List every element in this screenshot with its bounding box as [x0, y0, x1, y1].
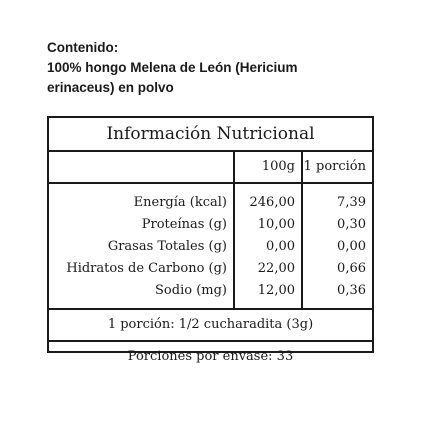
value-100g: 246,00 [249, 195, 295, 210]
column-header-row [49, 152, 372, 184]
servings-per-container: Porciones por envase: 33 [127, 349, 294, 364]
contents-line-1: 100% hongo Melena de León (Hericium [47, 60, 298, 75]
nutrient-name: Proteínas (g) [141, 217, 227, 232]
value-portion: 0,36 [337, 283, 366, 298]
value-portion: 0,30 [337, 217, 366, 232]
contents-block [47, 38, 387, 98]
header-100g: 100g [235, 152, 303, 182]
header-portion: 1 porción [303, 159, 366, 174]
contents-line-2: erinaceus) en polvo [47, 80, 174, 95]
nutrition-title: Información Nutricional [49, 118, 372, 152]
value-100g: 10,00 [257, 217, 295, 232]
nutrient-name: Grasas Totales (g) [107, 239, 227, 254]
header-empty-cell [49, 152, 235, 182]
value-portion: 0,66 [337, 261, 366, 276]
value-100g: 22,00 [257, 261, 295, 276]
serving-size: 1 porción: 1/2 cucharadita (3g) [49, 310, 372, 342]
contents-label: Contenido: [47, 40, 119, 55]
value-portion: 7,39 [337, 195, 366, 210]
nutrient-names-column [49, 184, 235, 308]
value-100g: 0,00 [266, 239, 295, 254]
nutrient-rows [49, 184, 372, 310]
per-100g-column [235, 184, 303, 308]
nutrition-facts-table [47, 116, 374, 364]
per-portion-column [303, 184, 372, 308]
value-portion: 0,00 [337, 239, 366, 254]
nutrient-name: Sodio (mg) [155, 283, 227, 298]
nutrient-name: Hidratos de Carbono (g) [66, 261, 227, 276]
value-100g: 12,00 [257, 283, 295, 298]
nutrient-name: Energía (kcal) [133, 195, 227, 210]
